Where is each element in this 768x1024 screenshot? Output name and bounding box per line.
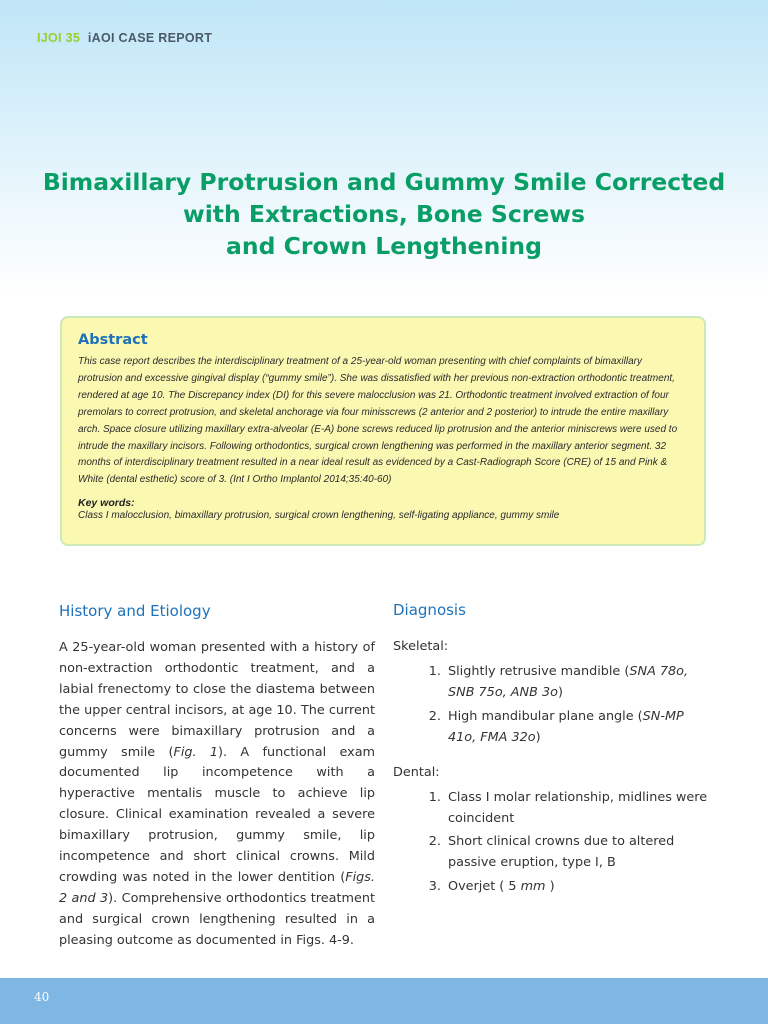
page-number: 40 [34,990,50,1004]
history-text-b: ). A functional exam documented lip incompetence with a hyperactive mentalis muscle to achieve lip closure. Clinical examination revealed a severe bimaxillary protrusion, gummy smile, lip incompetence and short clinical crowns. Mild crowding was noted in the lower dentition ( [59,744,375,885]
cephalometric-values: SN-MP 41o, FMA 32o [448,708,684,745]
journal-label: IJOI 35 [37,31,81,45]
title-line-2: with Extractions, Bone Screws [183,200,585,228]
list-item-end: ) [557,684,563,700]
dental-label: Dental: [393,764,440,780]
list-item [445,788,713,830]
skeletal-label: Skeletal: [393,639,449,654]
list-item-end: ) [545,879,555,895]
list-item [445,877,713,898]
list-item-text: Overjet ( 5 [448,879,521,895]
list-item-text: Short clinical crowns due to altered passive eruption, type I, B [448,834,675,871]
list-item [445,662,713,704]
fig-1-reference: Fig. 1 [173,744,219,760]
list-item [445,832,713,874]
cephalometric-values: SNA 78o, SNB 75o, ANB 3o [448,664,689,700]
history-section [59,602,375,952]
article-title [40,166,728,262]
keywords-heading: Key words: [78,497,135,510]
keywords-list: Class I malocclusion, bimaxillary protrusion, surgical crown lengthening, self-ligating appliance, gummy smile [78,510,560,522]
diagnosis-heading: Diagnosis [393,601,466,619]
list-item-end: ) [535,729,541,745]
list-item [445,707,713,749]
title-line-1: Bimaxillary Protrusion and Gummy Smile Corrected [42,168,726,196]
abstract-body: This case report describes the interdisciplinary treatment of a 25-year-old woman presenting with chief complaints of bimaxillary protrusion and excessive gingival display (“gummy smile”). She was dissatisfied with her previous non-extraction orthodontic treatment, rendered at age 10. The Discrepancy index (DI) for this severe malocclusion was 21. Orthodontic treatment involved extraction of four premolars to correct protrusion, and skeletal anchorage via four minisscrews (2 anterior and 2 posterior) to intrude the entire maxillary arch. Space closure utilizing maxillary extra-alveolar (E-A) bone screws reduced lip protrusion and the anterior miniscrews were used to intrude the maxillary incisors. Following orthodontics, surgical crown lengthening was performed in the maxillary anterior segment. 32 months of interdisciplinary treatment resulted in a near ideal result as evidenced by a Cast-Radiograph Score (CRE) of 15 and Pink & White (dental esthetic) score of 3. (Int I Ortho Implantol 2014;35:40-60) [78,356,678,486]
history-text-c: ). Comprehensive orthodontics treatment and surgical crown lengthening resulted in a pleasing outcome as documented in Figs. 4-9. [59,890,375,948]
running-header [37,31,212,45]
title-line-3: and Crown Lengthening [226,232,542,260]
figs-2-3-reference: Figs. 2 and 3 [59,869,375,906]
unit-mm: mm [520,879,546,895]
abstract-heading: Abstract [78,332,148,348]
section-label: iAOI CASE REPORT [87,31,213,45]
list-item-text: High mandibular plane angle ( [448,708,643,724]
history-paragraph [59,638,375,952]
list-item-text: Slightly retrusive mandible ( [448,664,630,679]
history-text-a: A 25-year-old woman presented with a history of non-extraction orthodontic treatment, and a labial frenectomy to close the diastema between the upper central incisors, at age 10. The current concerns were bimaxillary protrusion and a gummy smile ( [59,640,375,760]
history-heading: History and Etiology [59,602,211,620]
diagnosis-section [393,601,713,901]
abstract-box [60,316,706,546]
footer-band [0,978,768,1024]
skeletal-list [393,662,713,749]
list-item-text: Class I molar relationship, midlines were coincident [448,789,708,826]
dental-list [393,788,713,899]
